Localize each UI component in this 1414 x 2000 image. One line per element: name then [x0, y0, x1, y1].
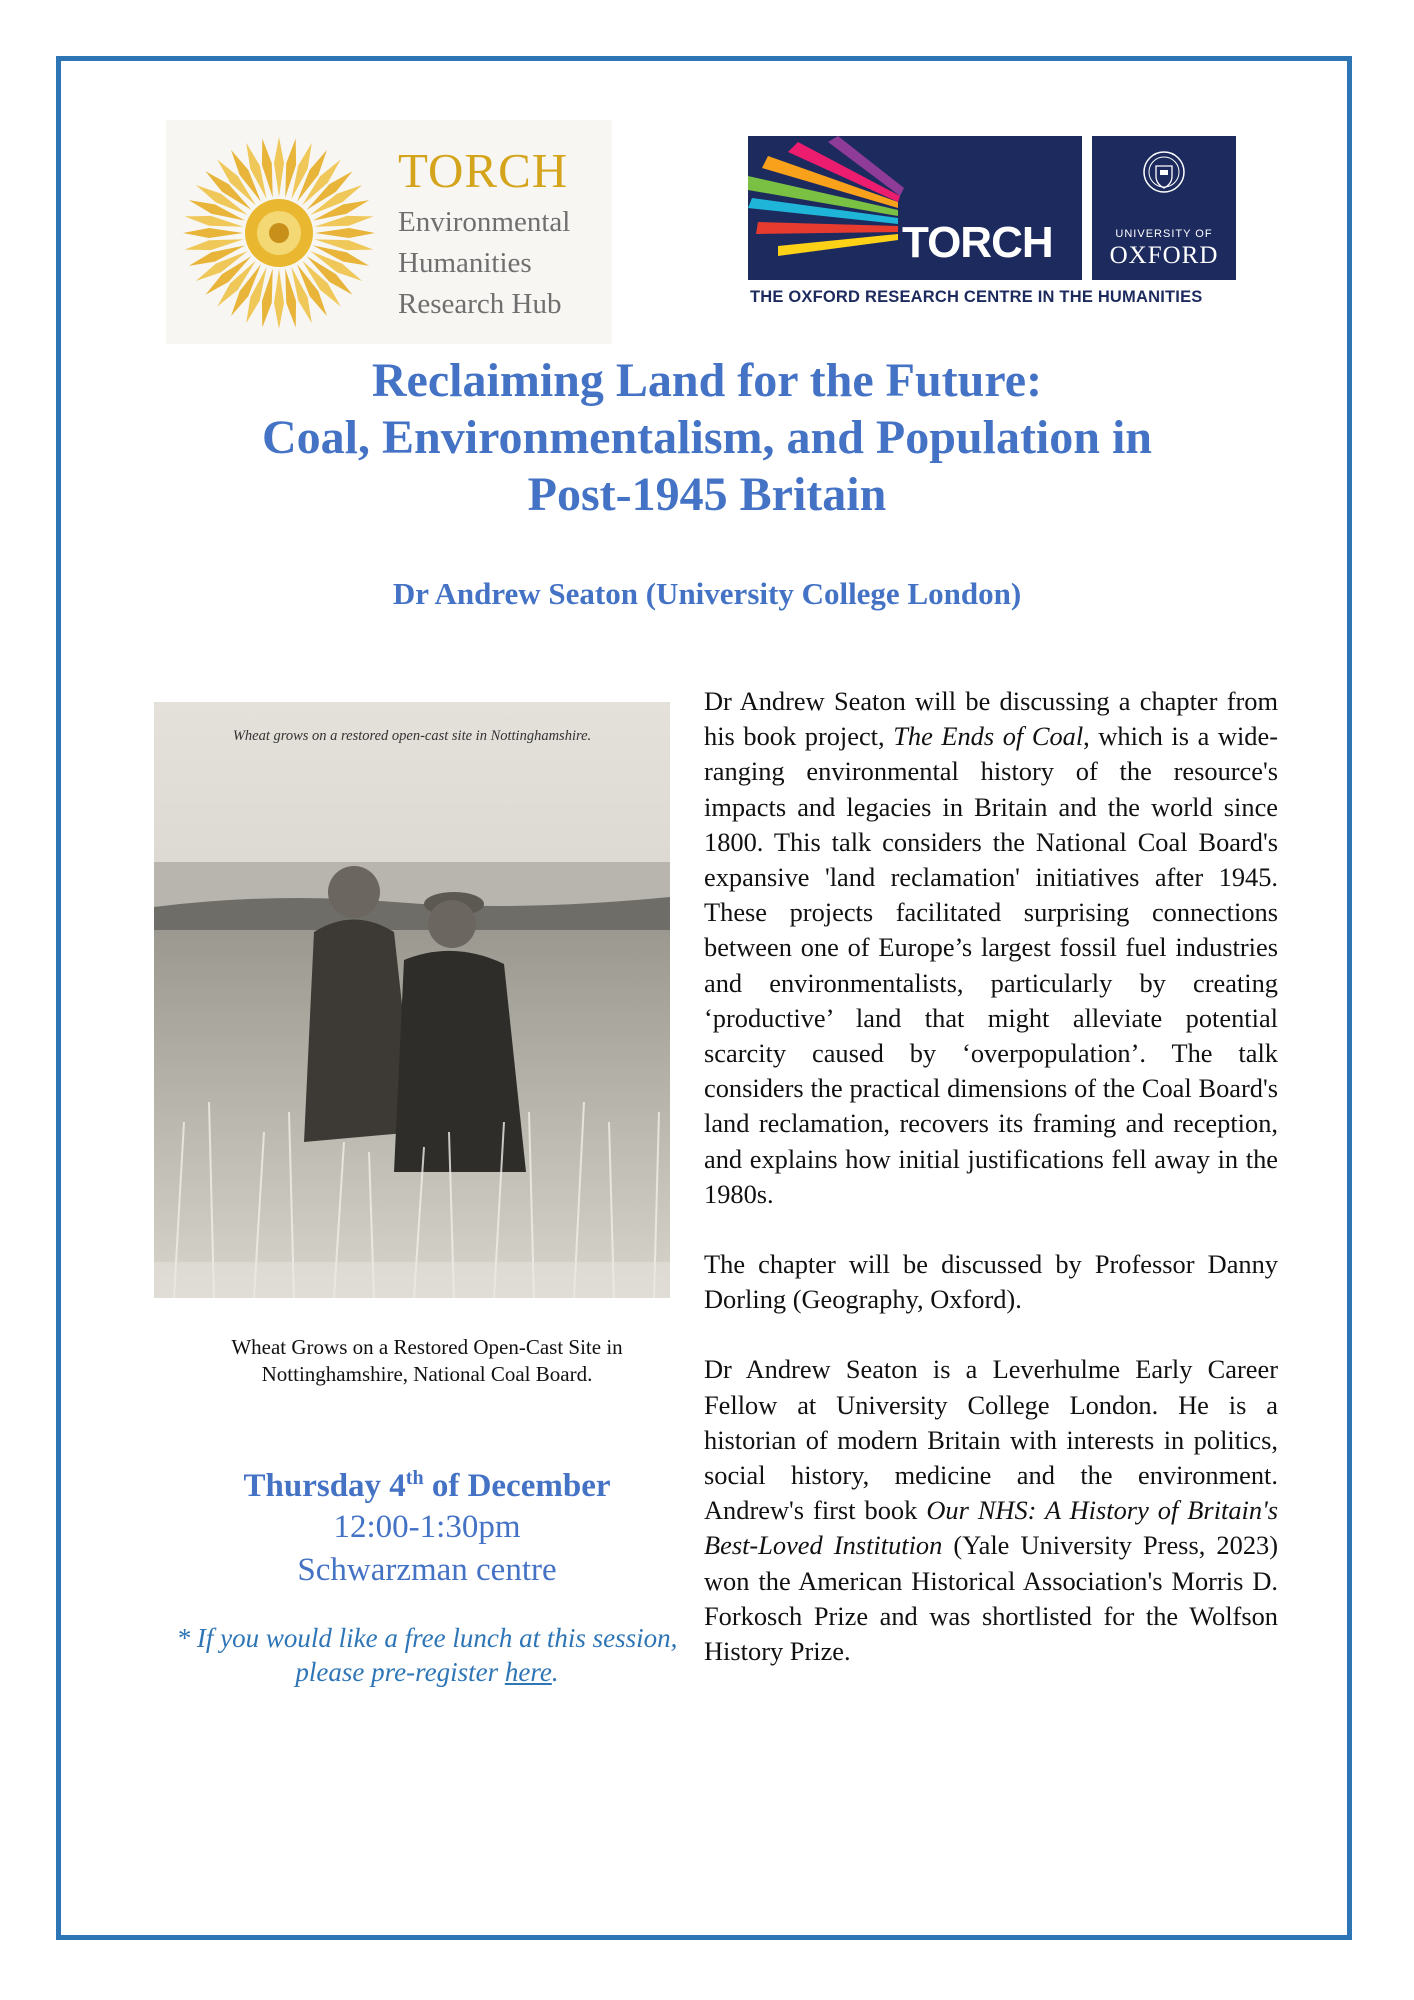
event-photo: [154, 702, 670, 1298]
pre-register-link[interactable]: here: [504, 1657, 552, 1687]
oxford-crest-icon: [1142, 150, 1186, 216]
sunflower-ray: [315, 228, 375, 238]
sunflower-ray: [257, 138, 277, 199]
wheat-field-photo: [154, 702, 670, 1298]
sunflower-ray: [257, 268, 277, 329]
lunch-note: * If you would like a free lunch at this session, please pre-register here.: [176, 1623, 678, 1687]
photo-caption: Wheat Grows on a Restored Open-Cast Site in Nottinghamshire, National Coal Board.: [231, 1335, 623, 1386]
sunflower-ray: [280, 268, 300, 329]
sunflower-ray: [184, 234, 245, 254]
description-paragraph-3: Dr Andrew Seaton is a Leverhulme Early Career Fellow at University College London. He is a historian of modern Britain with interests in politics, social history, medicine and the environment. Andrew's first book Our NHS: A History of Britain's Best-Loved Institution (Yale University Press, 2023) won the American Historical Association's Morris D. Forkosch Prize and was shortlisted for the Wolfson History Prize.: [704, 1354, 1278, 1667]
sunflower-ray: [183, 228, 243, 238]
event-date: Thursday 4th of December: [243, 1467, 611, 1504]
torch-oxford-logo: [748, 136, 1236, 306]
description-paragraph-2: The chapter will be discussed by Professor Danny Dorling (Geography, Oxford).: [704, 1249, 1278, 1315]
event-location: Schwarzman centre: [297, 1552, 557, 1588]
event-title: Reclaiming Land for the Future: Coal, Environmentalism, and Population in Post-1945 Britain: [262, 354, 1152, 521]
sunflower-ray: [314, 234, 375, 254]
description-paragraph-1: Dr Andrew Seaton will be discussing a chapter from his book project, The Ends of Coal, which is a wide-ranging environmental history of the resource's impacts and legacies in Britain and the world since 1800. This talk considers the National Coal Board's expansive 'land reclamation' initiatives after 1945. These projects facilitated surprising connections between one of Europe’s largest fossil fuel industries and environmentalists, particularly by creating ‘productive’ land that might alleviate potential scarcity caused by ‘overpopulation’. The talk considers the practical dimensions of the Coal Board's land reclamation, recovers its framing and reception, and explains how initial justifications fell away in the 1980s.: [704, 686, 1278, 1209]
sunflower-ray: [280, 138, 300, 199]
torch-wordmark: TORCH: [902, 218, 1053, 267]
event-datetime: [154, 1458, 700, 1592]
torch-tagline: THE OXFORD RESEARCH CENTRE IN THE HUMANITIES: [750, 288, 1203, 306]
speaker-name: Dr Andrew Seaton (University College London): [392, 576, 1022, 611]
sunflower-ray: [274, 269, 284, 329]
oxford-name: OXFORD: [1109, 242, 1219, 269]
sunflower-ray: [314, 211, 375, 231]
hub-subtitle: Environmental Humanities Research Hub: [398, 206, 571, 320]
event-description: [704, 684, 1278, 1704]
torch-box: [748, 136, 1082, 280]
oxford-box: [1092, 136, 1236, 280]
torch-env-humanities-logo: [166, 120, 612, 344]
sunflower-ray: [274, 137, 284, 197]
photo-inner-caption: Wheat grows on a restored open-cast site in Nottinghamshire.: [232, 728, 592, 744]
hub-title: TORCH: [398, 143, 569, 198]
event-time: 12:00-1:30pm: [333, 1509, 521, 1545]
university-of: UNIVERSITY OF: [1115, 228, 1213, 240]
sunflower-icon: [174, 128, 384, 338]
sunflower-ray: [184, 211, 245, 231]
